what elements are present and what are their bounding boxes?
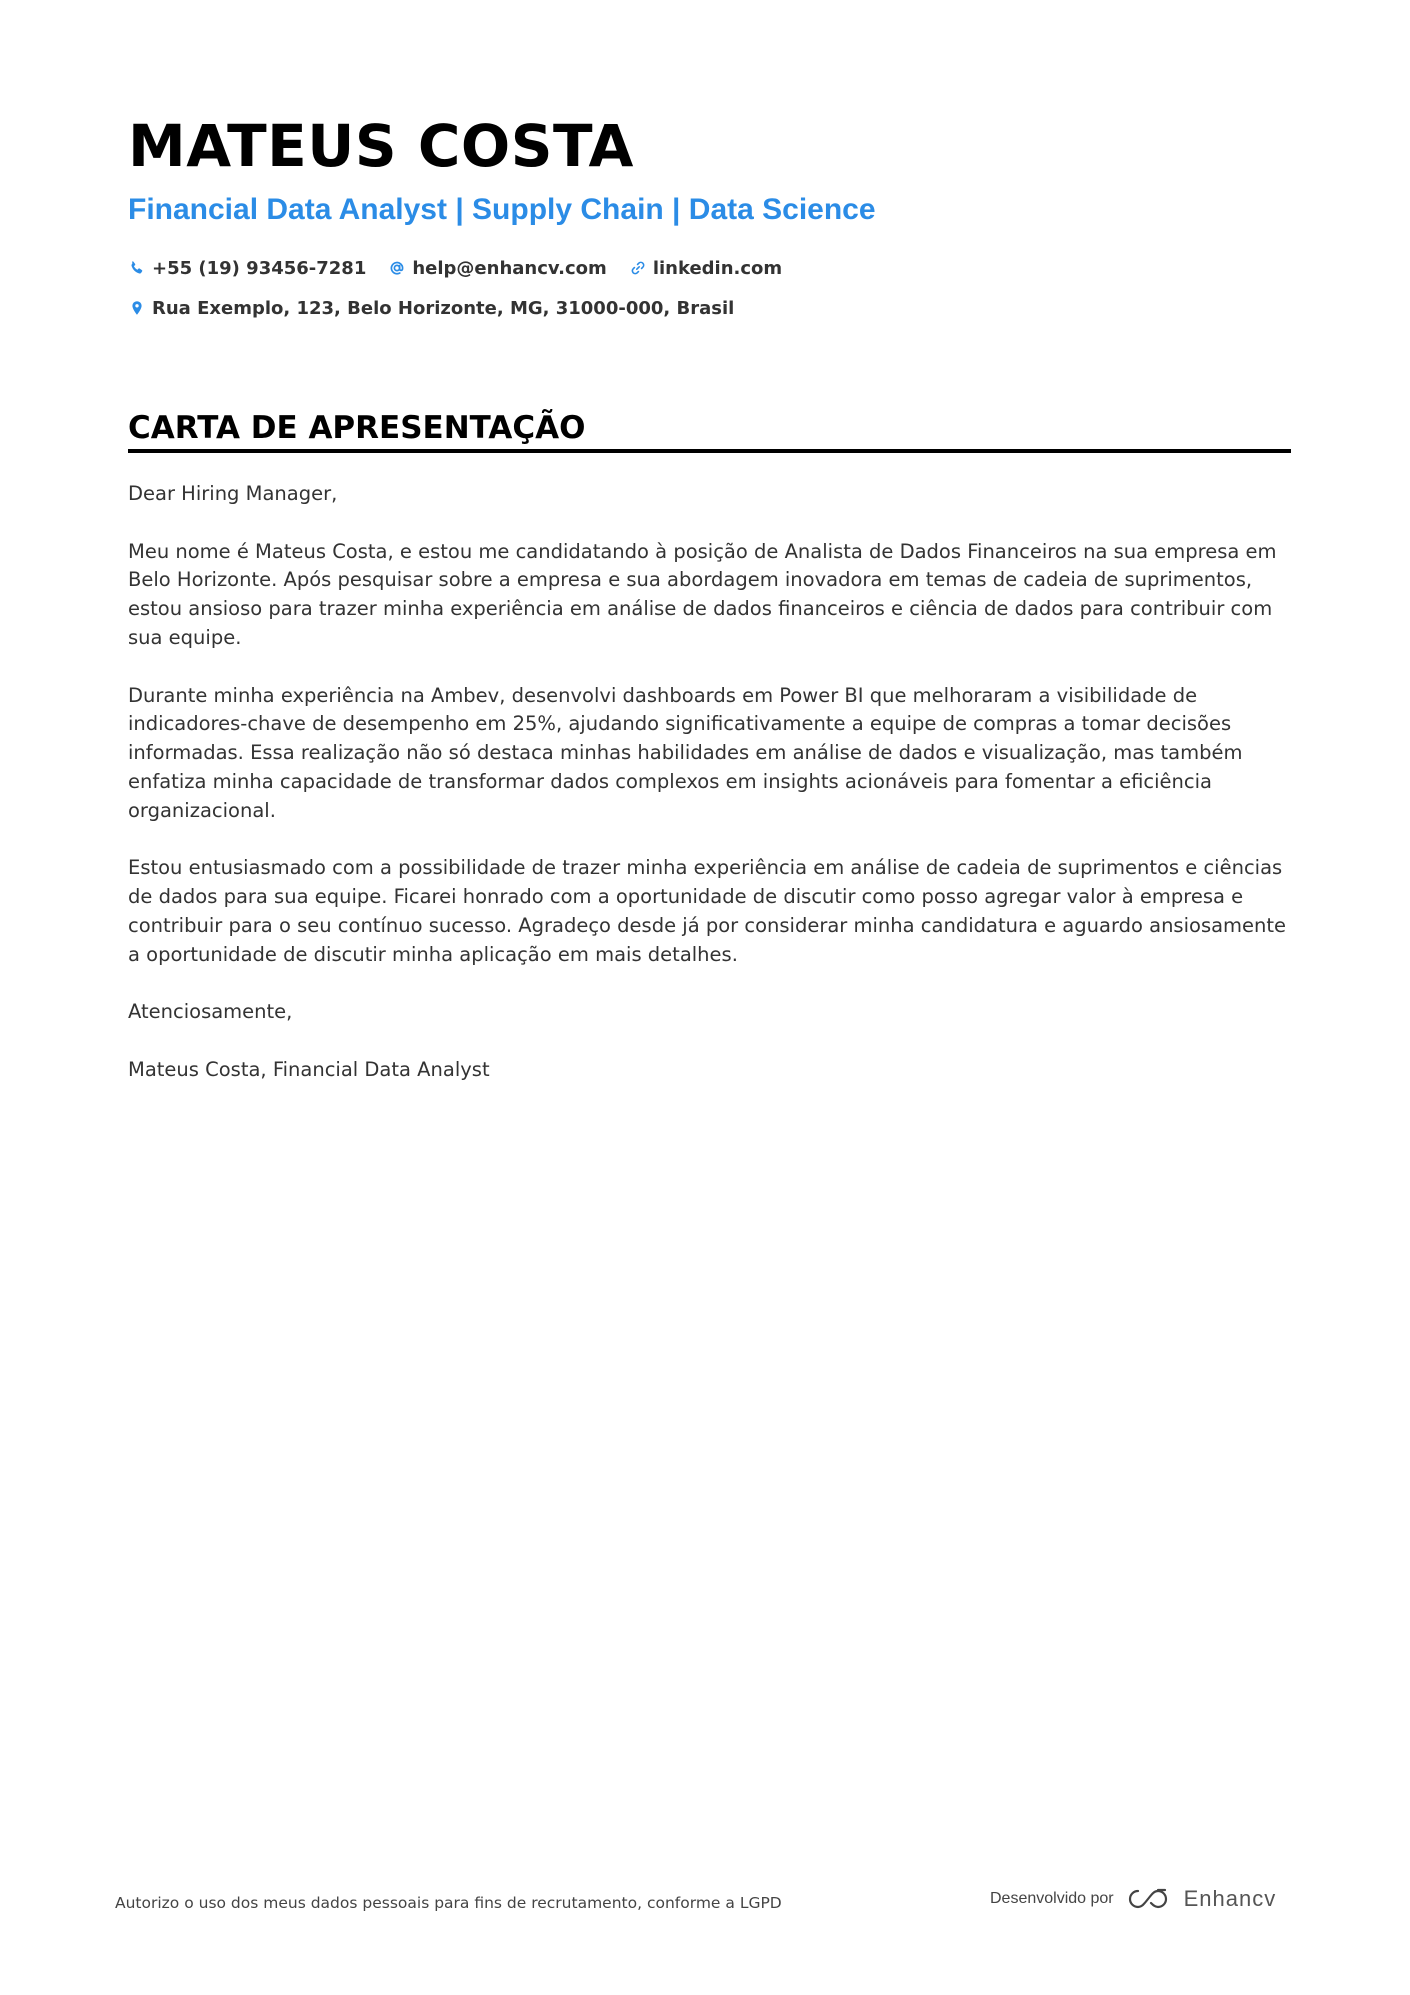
section-title: CARTA DE APRESENTAÇÃO [128, 410, 586, 446]
consent-notice: Autorizo o uso dos meus dados pessoais para fins de recrutamento, conforme a LGPD [115, 1894, 782, 1912]
contact-phone [128, 258, 366, 279]
phone-icon [128, 259, 146, 277]
location-text: Rua Exemplo, 123, Belo Horizonte, MG, 31000-000, Brasil [152, 297, 735, 319]
letter-signature: Mateus Costa, Financial Data Analyst [128, 1057, 490, 1081]
location-pin-icon [128, 299, 146, 317]
phone-text[interactable]: +55 (19) 93456-7281 [152, 257, 367, 279]
at-icon [388, 259, 406, 277]
powered-by-label: Desenvolvido por [990, 1890, 1114, 1907]
email-text[interactable]: help@enhancv.com [412, 257, 607, 279]
enhancv-logo-icon [1126, 1886, 1172, 1912]
letter-body [128, 480, 1291, 1114]
section-divider [128, 449, 1291, 453]
letter-paragraph: Meu nome é Mateus Costa, e estou me candidatando à posição de Analista de Dados Financeiros na sua empresa em Belo Horizonte. Após pesquisar sobre a empresa e sua abordagem inovadora em temas de cadeia de suprimentos, estou ansioso para trazer minha experiência em análise de dados financeiros e ciência de dados para contribuir com sua equipe. [128, 539, 1277, 649]
location-row [128, 293, 756, 323]
candidate-headline: Financial Data Analyst | Supply Chain | Data Science [128, 193, 876, 226]
enhancv-brand-text: Enhancv [1183, 1886, 1277, 1911]
linkedin-text[interactable]: linkedin.com [652, 257, 783, 279]
powered-by[interactable] [990, 1886, 1276, 1912]
contact-location [128, 298, 734, 319]
letter-closing: Atenciosamente, [128, 1000, 293, 1024]
contact-email [388, 258, 606, 279]
letter-greeting: Dear Hiring Manager, [128, 482, 338, 505]
candidate-name: MATEUS COSTA [128, 112, 634, 180]
letter-paragraph: Durante minha experiência na Ambev, desenvolvi dashboards em Power BI que melhoraram a visibilidade de indicadores-chave de desempenho em 25%, ajudando significativamente a equipe de compras a tomar decisões informadas. Essa realização não só destaca minhas habilidades em análise de dados e visualização, mas também enfatiza minha capacidade de transformar dados complexos em insights acionáveis para fomentar a eficiência organizacional. [128, 683, 1243, 822]
contact-linkedin [629, 258, 782, 279]
link-icon [629, 259, 647, 277]
letter-paragraph: Estou entusiasmado com a possibilidade de trazer minha experiência em análise de cadeia de suprimentos e ciências de dados para sua equipe. Ficarei honrado com a oportunidade de discutir como posso agregar valor à empresa e contribuir para o seu contínuo sucesso. Agradeço desde já por considerar minha candidatura e aguardo ansiosamente a oportunidade de discutir minha aplicação em mais detalhes. [128, 856, 1287, 966]
contact-row [128, 253, 804, 283]
